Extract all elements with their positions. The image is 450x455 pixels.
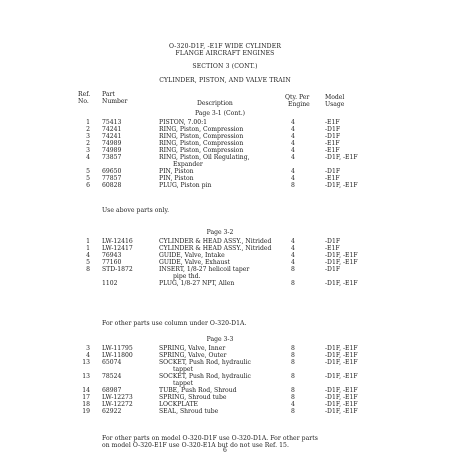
qty-header-line-2: Engine xyxy=(288,101,310,108)
part-number: LW-11795 xyxy=(102,345,133,352)
part-description: RING, Piston, Compression xyxy=(159,147,244,154)
part-description-continuation: Expander xyxy=(173,161,203,168)
part-description: RING, Piston, Compression xyxy=(159,126,244,133)
model-header-line-1: Model xyxy=(325,94,345,101)
qty-per-engine: 8 xyxy=(291,182,295,189)
ref-number: 4 xyxy=(86,154,90,161)
qty-per-engine: 4 xyxy=(291,168,295,175)
footer-note-line-1: For other parts on model O-320-D1F use O-320-D1A. For other parts xyxy=(102,435,318,442)
page-number: 6 xyxy=(223,447,227,454)
qty-per-engine: 4 xyxy=(291,401,295,408)
ref-number: 14 xyxy=(82,387,90,394)
model-usage: -D1F, -E1F xyxy=(325,387,358,394)
part-description: CYLINDER & HEAD ASSY., Nitrided xyxy=(159,238,272,245)
qty-per-engine: 8 xyxy=(291,359,295,366)
model-usage: -D1F, -E1F xyxy=(325,154,358,161)
part-header-line-2: Number xyxy=(102,98,128,105)
ref-number: 4 xyxy=(86,352,90,359)
part-description: GUIDE, Valve, Exhaust xyxy=(159,259,230,266)
qty-per-engine: 8 xyxy=(291,266,295,273)
ref-number: 5 xyxy=(86,175,90,182)
part-description: RING, Piston, Compression xyxy=(159,133,244,140)
part-number: LW-12417 xyxy=(102,245,133,252)
qty-per-engine: 4 xyxy=(291,175,295,182)
ref-number: 3 xyxy=(86,147,90,154)
qty-per-engine: 4 xyxy=(291,154,295,161)
model-usage: -D1F, -E1F xyxy=(325,394,358,401)
note-other-parts-d1a: For other parts use column under O-320-D1A. xyxy=(102,320,247,327)
ref-header-line-2: No. xyxy=(78,98,89,105)
ref-number: 1 xyxy=(86,238,90,245)
group-title: Page 3-3 xyxy=(206,336,234,343)
model-usage: -E1F xyxy=(325,175,340,182)
part-description: SOCKET, Push Rod, hydraulic xyxy=(159,359,251,366)
model-usage: -D1F xyxy=(325,168,341,175)
ref-number: 5 xyxy=(86,168,90,175)
model-usage: -D1F, -E1F xyxy=(325,259,358,266)
model-usage: -D1F, -E1F xyxy=(325,408,358,415)
model-usage: -D1F, -E1F xyxy=(325,345,358,352)
model-usage: -D1F xyxy=(325,238,341,245)
part-description: RING, Piston, Compression xyxy=(159,140,244,147)
part-description: TUBE, Push Rod, Shroud xyxy=(159,387,237,394)
part-description-continuation: tappet xyxy=(173,380,193,387)
part-description: PIN, Piston xyxy=(159,168,194,175)
ref-number: 1 xyxy=(86,245,90,252)
qty-per-engine: 4 xyxy=(291,140,295,147)
qty-per-engine: 4 xyxy=(291,119,295,126)
part-description: PIN, Piston xyxy=(159,175,194,182)
model-usage: -D1F, -E1F xyxy=(325,352,358,359)
ref-number: 3 xyxy=(86,133,90,140)
qty-header-line-1: Qty. Per xyxy=(285,94,310,101)
document-title-line-2: FLANGE AIRCRAFT ENGINES xyxy=(175,50,275,57)
qty-per-engine: 8 xyxy=(291,352,295,359)
part-number: LW-12416 xyxy=(102,238,133,245)
part-description: INSERT, 1/8-27 helicoil taper xyxy=(159,266,250,273)
part-number: STD-1872 xyxy=(102,266,133,273)
part-number: 76943 xyxy=(102,252,122,259)
part-description: GUIDE, Valve, Intake xyxy=(159,252,225,259)
part-description: SEAL, Shroud tube xyxy=(159,408,219,415)
qty-per-engine: 4 xyxy=(291,252,295,259)
part-description: RING, Piston, Oil Regulating, xyxy=(159,154,250,161)
part-number: 74241 xyxy=(102,133,122,140)
qty-per-engine: 8 xyxy=(291,394,295,401)
part-number: 78524 xyxy=(102,373,122,380)
model-usage: -D1F, -E1F xyxy=(325,401,358,408)
section-subtitle: CYLINDER, PISTON, AND VALVE TRAIN xyxy=(159,77,291,84)
part-number: 65074 xyxy=(102,359,122,366)
qty-per-engine: 8 xyxy=(291,280,295,287)
part-number: 74989 xyxy=(102,140,122,147)
part-number: 75413 xyxy=(102,119,122,126)
description-header: Description xyxy=(197,100,233,107)
model-usage: -D1F, -E1F xyxy=(325,252,358,259)
model-usage: -D1F, -E1F xyxy=(325,182,358,189)
qty-per-engine: 4 xyxy=(291,245,295,252)
ref-number: 2 xyxy=(86,126,90,133)
group-title: Page 3-1 (Cont.) xyxy=(194,110,246,117)
part-description: PLUG, 1/8-27 NPT, Allen xyxy=(159,280,235,287)
part-number: 73857 xyxy=(102,154,122,161)
model-usage: -E1F xyxy=(325,119,340,126)
part-description: SOCKET, Push Rod, hydraulic xyxy=(159,373,251,380)
ref-number: 18 xyxy=(82,401,90,408)
part-description-continuation: pipe thd. xyxy=(173,273,201,280)
part-number: 74989 xyxy=(102,147,122,154)
part-description: PLUG, Piston pin xyxy=(159,182,212,189)
part-number: LW-12272 xyxy=(102,401,133,408)
part-number: 1102 xyxy=(102,280,118,287)
qty-per-engine: 4 xyxy=(291,147,295,154)
part-description: SPRING, Valve, Outer xyxy=(159,352,227,359)
model-usage: -D1F, -E1F xyxy=(325,359,358,366)
part-description: SPRING, Shroud tube xyxy=(159,394,227,401)
part-description: CYLINDER & HEAD ASSY., Nitrided xyxy=(159,245,272,252)
footer-note-line-2: on model O-320-E1F use O-320-E1A but do not use Ref. 15. xyxy=(102,442,289,449)
qty-per-engine: 8 xyxy=(291,345,295,352)
section-heading: SECTION 3 (CONT.) xyxy=(192,63,258,70)
document-title-line-1: O-320-D1F, -E1F WIDE CYLINDER xyxy=(168,43,282,50)
model-usage: -D1F xyxy=(325,126,341,133)
ref-number: 2 xyxy=(86,140,90,147)
part-number: 77857 xyxy=(102,175,122,182)
qty-per-engine: 8 xyxy=(291,373,295,380)
part-number: 68987 xyxy=(102,387,122,394)
part-number: 62922 xyxy=(102,408,122,415)
ref-number: 4 xyxy=(86,252,90,259)
ref-number: 5 xyxy=(86,259,90,266)
part-description: PISTON, 7.00:1 xyxy=(159,119,208,126)
ref-number: 3 xyxy=(86,345,90,352)
part-number: 60828 xyxy=(102,182,122,189)
model-usage: -E1F xyxy=(325,147,340,154)
ref-number: 17 xyxy=(82,394,90,401)
ref-number: 1 xyxy=(86,119,90,126)
qty-per-engine: 8 xyxy=(291,408,295,415)
ref-header-line-1: Ref. xyxy=(78,91,91,98)
qty-per-engine: 4 xyxy=(291,133,295,140)
part-number: LW-11800 xyxy=(102,352,133,359)
qty-per-engine: 4 xyxy=(291,238,295,245)
model-header-line-2: Usage xyxy=(325,101,345,108)
ref-number: 13 xyxy=(82,359,90,366)
ref-number: 13 xyxy=(82,373,90,380)
part-description-continuation: tappet xyxy=(173,366,193,373)
ref-number: 6 xyxy=(86,182,90,189)
qty-per-engine: 8 xyxy=(291,387,295,394)
part-number: LW-12273 xyxy=(102,394,133,401)
part-number: 69650 xyxy=(102,168,122,175)
model-usage: -D1F, -E1F xyxy=(325,280,358,287)
qty-per-engine: 4 xyxy=(291,259,295,266)
model-usage: -D1F xyxy=(325,133,341,140)
group-title: Page 3-2 xyxy=(206,229,234,236)
qty-per-engine: 4 xyxy=(291,126,295,133)
ref-number: 8 xyxy=(86,266,90,273)
ref-number: 19 xyxy=(82,408,90,415)
model-usage: -E1F xyxy=(325,140,340,147)
part-description: SPRING, Valve, Inner xyxy=(159,345,226,352)
part-number: 77160 xyxy=(102,259,122,266)
model-usage: -D1F, -E1F xyxy=(325,373,358,380)
model-usage: -E1F xyxy=(325,245,340,252)
note-use-above-parts: Use above parts only. xyxy=(102,207,170,214)
part-description: LOCKPLATE xyxy=(159,401,198,408)
model-usage: -D1F xyxy=(325,266,341,273)
part-number: 74241 xyxy=(102,126,122,133)
part-header-line-1: Part xyxy=(102,91,115,98)
